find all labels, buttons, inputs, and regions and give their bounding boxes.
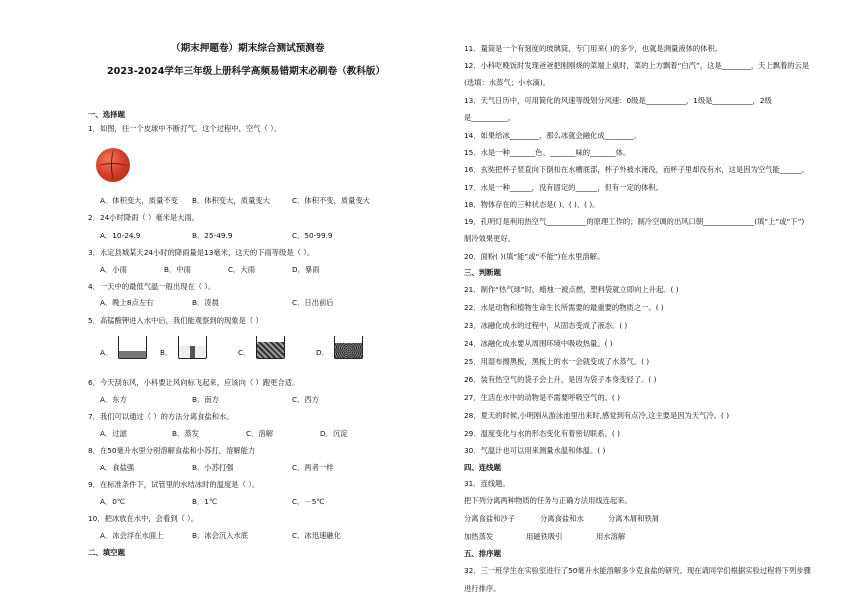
question-13-cont: 是__________。 (464, 113, 516, 122)
option: A．10-24.9 (100, 231, 141, 240)
question-19-cont: 制冷效果更好。 (464, 234, 516, 243)
question-31-instruction: 把下列分离两种物质的任务与正确方法用线连起来。 (464, 496, 632, 505)
question-32-cont: 进行排序。 (464, 584, 501, 593)
option: C．日出前后 (292, 298, 334, 307)
match-method: 用水溶解 (596, 532, 626, 541)
option: C． (238, 348, 251, 357)
match-method: 用磁铁吸引 (526, 532, 563, 541)
question-14: 14．如果给冰________，那么冰就会融化成________。 (464, 131, 642, 140)
section-fill: 二、填空题 (88, 548, 125, 557)
question-25: 25．用湿布擦黑板，黑板上的水一会就变成了水蒸气。( ) (464, 357, 650, 366)
beaker-b-image (178, 336, 207, 359)
question-20: 20．面粉( )(填“能”或“不能”)在水里溶解。 (464, 252, 605, 261)
match-task: 分离食盐和水 (540, 514, 584, 523)
option: D．暴雨 (292, 265, 320, 274)
beaker-a-image (118, 336, 147, 359)
option: B．南方 (192, 395, 219, 404)
option: A．东方 (100, 395, 127, 404)
question-11: 11．量筒是一个有刻度的玻璃筒，专门用来( )的多少，也就是测量液体的体积。 (464, 44, 723, 53)
question-5: 5．高锰酸钾进入水中后，我们能观察到的现象是（ ） (88, 316, 263, 325)
match-method: 加热蒸发 (464, 532, 494, 541)
option: B．中雨 (164, 265, 191, 274)
question-23: 23．冰融化成水的过程中，从固态变成了液态。( ) (464, 321, 628, 330)
option: B． (160, 348, 173, 357)
question-8: 8．在50毫升水里分别溶解食盐和小苏打，溶解能力 (88, 446, 256, 455)
question-15: 15．水是一种_______色、_______味的_______体。 (464, 148, 631, 157)
question-7: 7．我们可以通过（ ）的方法分离食盐和水。 (88, 412, 234, 421)
option: B．25-49.9 (192, 231, 233, 240)
option: A．冰会浮在水面上 (100, 531, 164, 540)
section-order: 五、排序题 (464, 549, 501, 558)
option: B．凌晨 (192, 298, 219, 307)
right-column (464, 0, 844, 608)
question-22: 22．水是动物和植物生命生长所需要的最重要的物质之一。( ) (464, 303, 664, 312)
match-task: 分离食盐和沙子 (464, 514, 516, 523)
question-3: 3．永定县城某天24小时的降雨量是13毫米，这天的下雨等级是（ ）。 (88, 248, 315, 257)
option: B．蒸发 (172, 429, 199, 438)
basketball-image (96, 148, 130, 182)
question-30: 30．气温计也可以用来测量水温和体温。( ) (464, 446, 606, 455)
question-4: 4．一天中的最低气温一般出现在（ ）。 (88, 282, 216, 291)
option: C．－5℃ (292, 497, 325, 506)
question-18: 18．物体存在的三种状态是( )、( )、( )。 (464, 200, 600, 209)
left-column (88, 0, 426, 608)
question-2: 2．24小时降雨（ ）毫米是大雨。 (88, 213, 200, 222)
option: D．沉淀 (320, 429, 348, 438)
option: A．小雨 (100, 265, 127, 274)
question-27: 27．生活在水中的动物是不需要呼吸空气的。( ) (464, 393, 620, 402)
option: A．体积变大，质量不变 (100, 196, 178, 205)
option: C．西方 (292, 395, 319, 404)
option: B．1℃ (192, 497, 218, 506)
question-12: 12．小科吃晚饭时发现爸爸把刚刚烧的菜端上桌时，菜的上方飘着“白汽”，这是________，天上飘着的云是 (464, 61, 810, 70)
question-31: 31．连线题。 (464, 479, 510, 488)
option: C．冰迅速融化 (292, 531, 341, 540)
option: A．食盐强 (100, 463, 135, 472)
doc-title: （期末押题卷）期末综合测试预测卷 (171, 43, 325, 54)
question-17: 17．水是一种______，没有固定的______，但有一定的体积。 (464, 183, 664, 192)
option: A．0℃ (100, 497, 126, 506)
question-13: 13．天气日历中，可用简化的风速等级划分风速：0级是___________，1级是___________，2级 (464, 96, 772, 105)
question-6: 6．今天刮东风，小科要让风向标飞起来，应该向（ ）跑更合适。 (88, 378, 300, 387)
option: D． (316, 348, 329, 357)
option: B．冰会沉入水底 (192, 531, 249, 540)
option: C．50-99.9 (292, 231, 333, 240)
match-task: 分离木屑和铁屑 (608, 514, 660, 523)
question-19: 19．孔明灯是利用热空气___________的原理工作的；制冷空调的出风口朝______________(填“上”或“下”) (464, 217, 805, 226)
question-24: 24．冰融化成水要从周围环境中吸收热量。( ) (464, 339, 613, 348)
question-21: 21．制作“热气球”时，蜡烛一被点燃，塑料袋就立即向上升起。( ) (464, 285, 679, 294)
option: A．过滤 (100, 429, 127, 438)
option: C．体积不变，质量变大 (292, 196, 371, 205)
option: C．溶解 (246, 429, 273, 438)
question-28: 28．夏天的时候,小明刚从游泳池里出来时,感觉到有点冷,这主要是因为天气冷。( ) (464, 411, 730, 420)
doc-subtitle: 2023-2024学年三年级上册科学高频易错期末必刷卷（教科版） (107, 66, 386, 77)
question-1: 1．如图，往一个皮球中不断打气，这个过程中，空气（ ）。 (88, 124, 282, 133)
question-10: 10．把冰放在水中，会看到（ ）。 (88, 514, 199, 523)
beaker-d-image (334, 336, 363, 359)
option: C．两者一样 (292, 463, 334, 472)
section-match: 四、连线题 (464, 463, 501, 472)
option: A．晚上8点左右 (100, 298, 154, 307)
question-12-cont: (选填：水蒸气；小水滴)。 (464, 78, 550, 87)
option: C．大雨 (228, 265, 255, 274)
option: B．小苏打强 (192, 463, 234, 472)
section-choice: 一、选择题 (88, 110, 125, 119)
option: A． (100, 348, 113, 357)
question-32: 32．三一班学生在实验室进行了50毫升水能溶解多少克食盐的研究。现在请同学们根据实验过程将下列步骤 (464, 566, 811, 575)
beaker-c-image (256, 336, 285, 359)
section-judge: 三、判断题 (464, 268, 501, 277)
question-9: 9．在标准条件下，试管里的水结冰时的温度是（ ）。 (88, 480, 260, 489)
option: B．体积变大，质量变大 (192, 196, 270, 205)
question-29: 29．温度变化与水的形态变化有着密切联系。( ) (464, 429, 620, 438)
question-16: 16．玄奘把杯子竖直向下倒扣在水槽底部，杯子外被水淹没，而杯子里却没有水，这是因为空气能______。 (464, 165, 809, 174)
question-26: 26．装有热空气的袋子会上升，是因为袋子本身变轻了。( ) (464, 375, 657, 384)
